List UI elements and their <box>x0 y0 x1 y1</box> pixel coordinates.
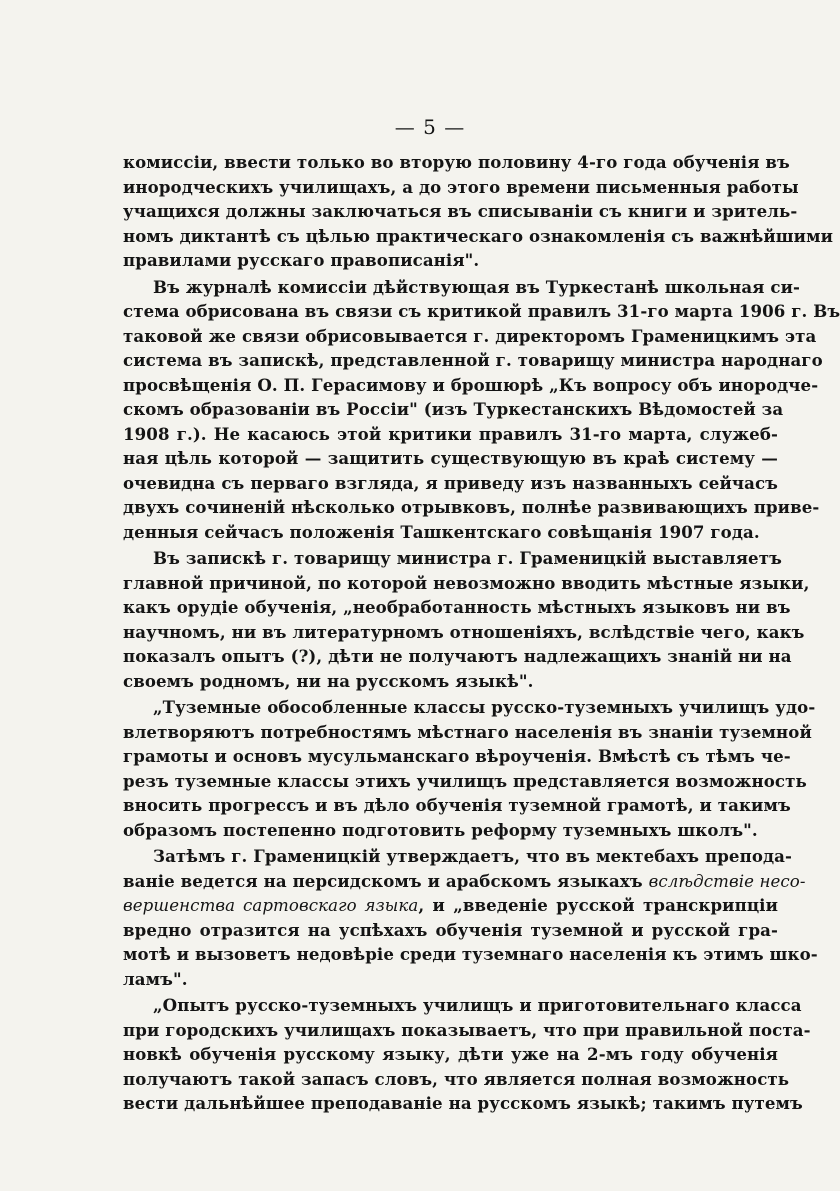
text-line: денныя сейчасъ положенія Ташкентскаго совѣщанія 1907 года. <box>123 521 760 542</box>
text-line: научномъ, ни въ литературномъ отношеніяхъ, вслѣдствіе чего, какъ <box>123 621 805 642</box>
paragraph <box>123 844 818 991</box>
text-line: влетворяютъ потребностямъ мѣстнаго населенія въ знаніи туземной <box>123 721 812 742</box>
text-line: ная цѣль которой — защитить существующую въ краѣ систему — <box>123 448 778 468</box>
text-line: новкѣ обученія русскому языку, дѣти уже на 2-мъ году обученія <box>123 1044 778 1064</box>
text-line: резъ туземные классы этихъ училищъ представляется возможность <box>123 770 807 791</box>
paragraph <box>123 993 811 1116</box>
text-line: „Туземные обособленные классы русско-туземныхъ училищъ удо- <box>153 697 816 717</box>
text-line: Въ журналѣ комиссіи дѣйствующая въ Туркестанѣ школьная си- <box>153 276 801 297</box>
paragraph <box>123 695 816 842</box>
text-line: таковой же связи обрисовывается г. директоромъ Граменицкимъ эта <box>123 325 817 346</box>
text-line: своемъ родномъ, ни на русскомъ языкѣ". <box>123 670 534 691</box>
text-line: при городскихъ училищахъ показываетъ, что при правильной поста- <box>123 1019 811 1040</box>
text-line: вносить прогрессъ и въ дѣло обученія туземной грамотѣ, и такимъ <box>123 795 791 815</box>
text-line: номъ диктантѣ съ цѣлью практическаго ознакомленія съ важнѣйшими <box>123 225 834 246</box>
text-line: Въ запискѣ г. товарищу министра г. Граменицкій выставляетъ <box>153 548 782 568</box>
text-line <box>123 893 778 918</box>
text-line: образомъ постепенно подготовить реформу туземныхъ школъ". <box>123 819 758 840</box>
paragraph <box>123 546 810 693</box>
italic-phrase: вслѣдствіе несо- <box>648 871 806 891</box>
text-run: , и „введеніе русской транскрипціи <box>418 895 778 915</box>
text-line: инородческихъ училищахъ, а до этого времени письменныя работы <box>123 176 799 197</box>
paragraph <box>123 150 834 273</box>
text-line: учащихся должны заключаться въ списываніи съ книги и зритель- <box>123 201 798 221</box>
text-line: 1908 г.). Не касаюсь этой критики правилъ 31-го марта, служеб- <box>123 423 778 444</box>
text-line: ламъ". <box>123 968 188 989</box>
text-line: правилами русскаго правописанія". <box>123 250 480 270</box>
text-line: скомъ образованіи въ Россіи" (изъ Туркестанскихъ Вѣдомостей за <box>123 399 784 419</box>
text-line: вести дальнѣйшее преподаваніе на русскомъ языкѣ; такимъ путемъ <box>123 1093 803 1113</box>
text-line: двухъ сочиненій нѣсколько отрывковъ, полнѣе развивающихъ приве- <box>123 497 820 517</box>
text-run: ваніе ведется на персидскомъ и арабскомъ языкахъ <box>123 870 643 891</box>
text-line: грамоты и основъ мусульманскаго вѣроученія. Вмѣстѣ съ тѣмъ че- <box>123 746 791 766</box>
text-line: мотѣ и вызоветъ недовѣріе среди туземнаго населенія къ этимъ шко- <box>123 944 818 964</box>
paragraph <box>123 275 840 545</box>
text-line: очевидна съ перваго взгляда, я приведу изъ названныхъ сейчасъ <box>123 472 778 493</box>
text-line: система въ запискѣ, представленной г. товарищу министра народнаго <box>123 350 823 370</box>
text-line: Затѣмъ г. Граменицкій утверждаетъ, что въ мектебахъ препода- <box>153 846 793 866</box>
text-line: получаютъ такой запасъ словъ, что является полная возможность <box>123 1068 790 1089</box>
text-line: главной причиной, по которой невозможно вводить мѣстные языки, <box>123 572 810 593</box>
text-line: стема обрисована въ связи съ критикой правилъ 31-го марта 1906 г. Въ <box>123 301 840 321</box>
text-line: комиссіи, ввести только во вторую половину 4-го года обученія въ <box>123 152 790 172</box>
page-number: — 5 — <box>394 115 466 139</box>
body-text <box>123 150 840 1116</box>
text-line: показалъ опытъ (?), дѣти не получаютъ надлежащихъ знаній ни на <box>123 646 792 666</box>
text-line: вредно отразится на успѣхахъ обученія туземной и русской гра- <box>123 919 778 940</box>
text-line: „Опытъ русско-туземныхъ училищъ и приготовительнаго класса <box>153 995 802 1015</box>
text-line: просвѣщенія О. П. Герасимову и брошюрѣ „Къ вопросу объ инородче- <box>123 374 819 395</box>
text-line: какъ орудіе обученія, „необработанность мѣстныхъ языковъ ни въ <box>123 597 791 617</box>
text-line <box>123 869 806 894</box>
italic-phrase: вершенства сартовскаго языка <box>123 896 419 915</box>
